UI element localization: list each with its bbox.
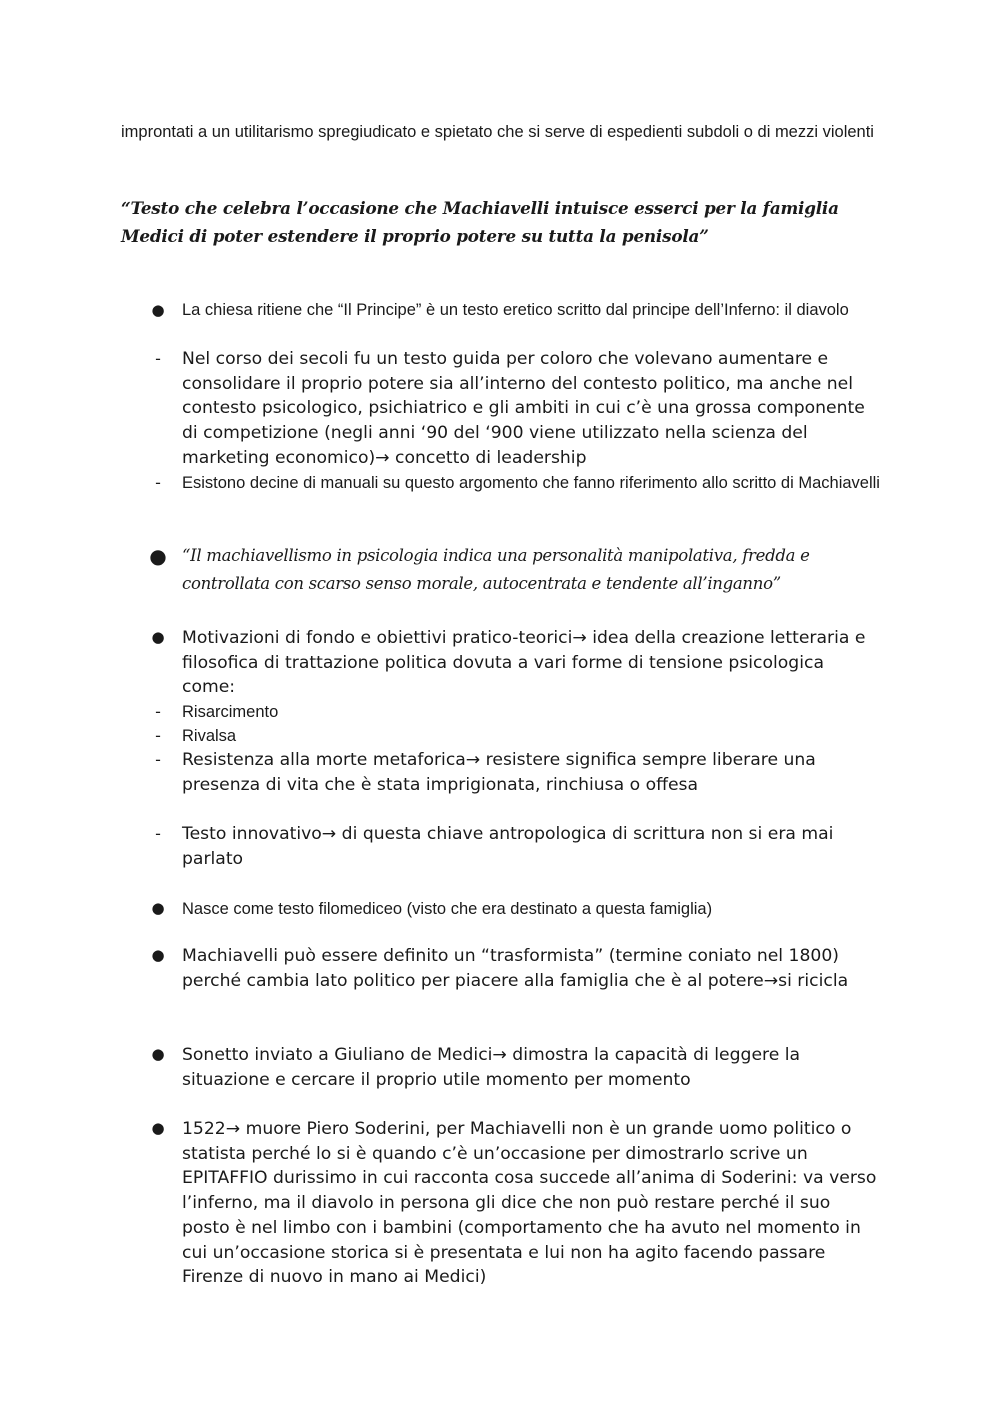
list-item-text: Resistenza alla morte metaforica→ resistere significa sempre liberare una presenza di vita che è stata imprigionata, rinchiusa o offesa <box>182 750 816 795</box>
intro-paragraph: improntati a un utilitarismo spregiudicato e spietato che si serve di espedienti subdoli o di mezzi violenti <box>121 123 874 141</box>
dash-marker: - <box>155 750 161 769</box>
bullet-marker: ● <box>151 899 165 917</box>
dash-marker: - <box>155 824 161 843</box>
dash-marker: - <box>155 702 161 721</box>
list-item-text: Esistono decine di manuali su questo argomento che fanno riferimento allo scritto di Machiavelli <box>182 474 880 492</box>
list-item-text: Nel corso dei secoli fu un testo guida per coloro che volevano aumentare e consolidare il proprio potere sia all’interno del contesto politico, ma anche nel contesto psicologico, psichiatrico e gli ambiti in cui c’è una grossa componente di competizione (negli anni ‘90 del ‘900 viene utilizzato nella scienza del marketing economico)→ concetto di leadership <box>182 349 865 468</box>
list-item-text: Risarcimento <box>182 703 279 721</box>
list-item-text: La chiesa ritiene che “Il Principe” è un testo eretico scritto dal principe dell’Inferno: il diavolo <box>182 301 849 319</box>
dash-marker: - <box>155 473 161 492</box>
dash-marker: - <box>155 726 161 745</box>
highlighted-quote: “Testo che celebra l’occasione che Machiavelli intuisce esserci per la famiglia Medici di poter estendere il proprio potere su tutta la penisola” <box>121 198 839 246</box>
dash-marker: - <box>155 349 161 368</box>
list-item-text: Rivalsa <box>182 727 237 745</box>
list-item-text: 1522→ muore Piero Soderini, per Machiavelli non è un grande uomo politico o statista perché lo si è quando c’è un’occasione per dimostrarlo scrive un EPITAFFIO durissimo in cui racconta cosa succede all’anima di Soderini: va verso l’inferno, ma il diavolo in persona gli dice che non può restare perché il suo posto è nel limbo con i bambini (comportamento che ha avuto nel momento in cui un’occasione storica si è presentata e lui non ha agito facendo passare Firenze di nuovo in mano ai Medici) <box>182 1119 877 1288</box>
list-item-text: Testo innovativo→ di questa chiave antropologica di scrittura non si era mai parlato <box>182 824 834 869</box>
list-item-text: Nasce come testo filomediceo (visto che era destinato a questa famiglia) <box>182 900 713 918</box>
bullet-marker: ● <box>149 544 167 568</box>
list-item-text: Motivazioni di fondo e obiettivi pratico-teorici→ idea della creazione letteraria e filosofica di trattazione politica dovuta a vari forme di tensione psicologica come: <box>182 628 866 698</box>
psychology-quote: “Il machiavellismo in psicologia indica una personalità manipolativa, fredda e controllata con scarso senso morale, autocentrata e tendente all’inganno” <box>182 546 810 593</box>
bullet-marker: ● <box>151 628 165 646</box>
list-item-text: Sonetto inviato a Giuliano de Medici→ dimostra la capacità di leggere la situazione e cercare il proprio utile momento per momento <box>182 1045 801 1090</box>
bullet-marker: ● <box>151 301 165 319</box>
list-item-text: Machiavelli può essere definito un “trasformista” (termine coniato nel 1800) perché cambia lato politico per piacere alla famiglia che è al potere→si ricicla <box>182 946 849 991</box>
bullet-marker: ● <box>151 946 165 964</box>
bullet-marker: ● <box>151 1119 165 1137</box>
bullet-marker: ● <box>151 1045 165 1063</box>
